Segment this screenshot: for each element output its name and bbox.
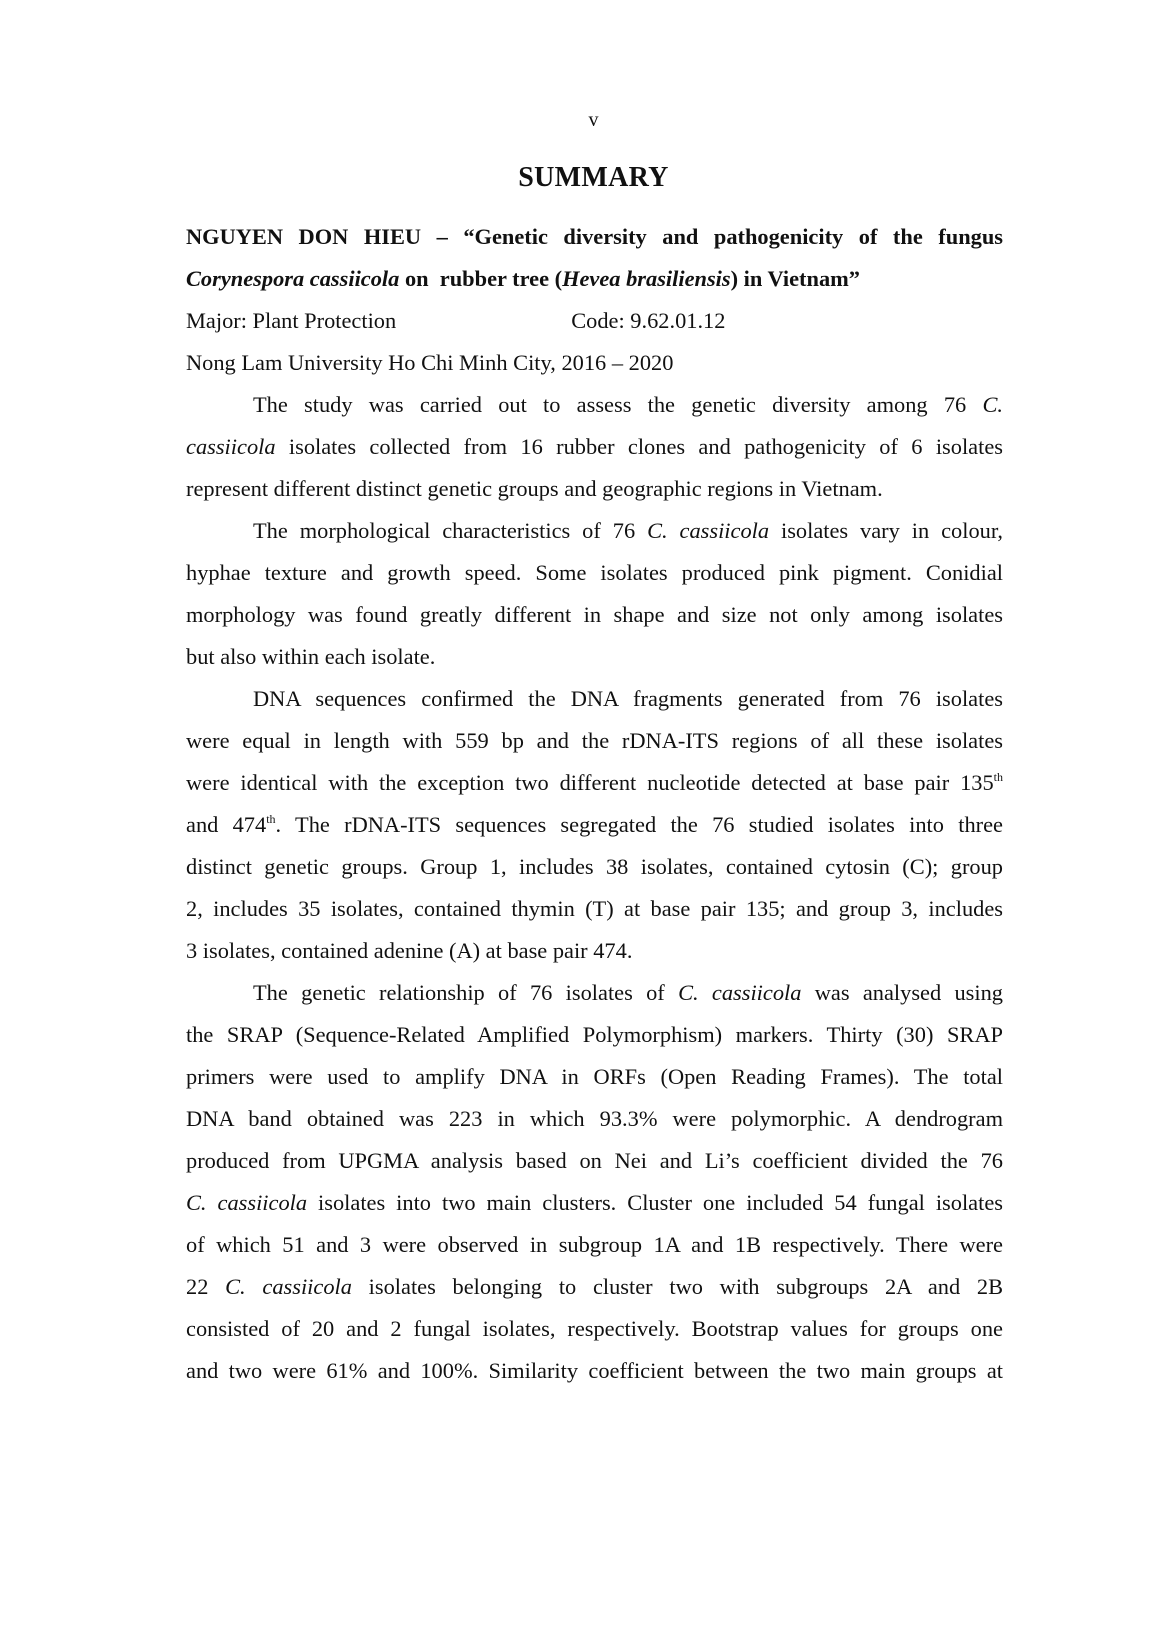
species-name: C. cassiicola xyxy=(186,1190,308,1215)
paragraph-3-line: DNA sequences confirmed the DNA fragments generated from 76 isolates xyxy=(253,686,1003,711)
paragraph-1-line xyxy=(186,426,1003,468)
paragraph-3-line: were equal in length with 559 bp and the rDNA-ITS regions of all these isolates xyxy=(186,728,1003,753)
page-title: SUMMARY xyxy=(518,162,669,193)
code: Code: 9.62.01.12 xyxy=(571,308,726,333)
thesis-title-part-1: “Genetic diversity and pathogenicity of the fungus xyxy=(463,224,1003,249)
species-name: C. cassiicola xyxy=(647,518,770,543)
paragraph-4-line: consisted of 20 and 2 fungal isolates, respectively. Bootstrap values for groups one xyxy=(186,1316,1003,1341)
species-abbrev: C. xyxy=(982,392,1003,417)
paragraph-3-line: 2, includes 35 isolates, contained thymin (T) at base pair 135; and group 3, includes xyxy=(186,896,1003,921)
dash: – xyxy=(436,224,448,249)
host-name: Hevea brasiliensis xyxy=(562,266,731,291)
text: 22 xyxy=(186,1274,226,1299)
page-number: v xyxy=(588,109,599,131)
paragraph-3-line xyxy=(186,762,1003,804)
paragraph-2-line: but also within each isolate. xyxy=(186,644,436,669)
paragraph-1-line: represent different distinct genetic groups and geographic regions in Vietnam. xyxy=(186,476,883,501)
author-title-line-2 xyxy=(186,258,1003,300)
paragraph-2-line: morphology was found greatly different in shape and size not only among isolates xyxy=(186,602,1003,627)
species-name: C. cassiicola xyxy=(678,980,802,1005)
paragraph-3-line: distinct genetic groups. Group 1, includes 38 isolates, contained cytosin (C); group xyxy=(186,854,1003,879)
text: isolates vary in colour, xyxy=(769,518,1003,543)
text: were identical with the exception two different nucleotide detected at base pair 135 xyxy=(186,770,994,795)
superscript: th xyxy=(993,770,1003,784)
text: isolates into two main clusters. Cluster one included 54 fungal isolates xyxy=(307,1190,1003,1215)
paragraph-4-line: the SRAP (Sequence-Related Amplified Polymorphism) markers. Thirty (30) SRAP xyxy=(186,1022,1003,1047)
summary-body xyxy=(186,216,1003,1392)
paragraph-4-line xyxy=(186,972,1003,1014)
institution: Nong Lam University Ho Chi Minh City, 2016 – 2020 xyxy=(186,350,674,375)
paragraph-4-line xyxy=(186,1266,1003,1308)
paragraph-4-line: DNA band obtained was 223 in which 93.3% were polymorphic. A dendrogram xyxy=(186,1106,1003,1131)
paragraph-4-line: and two were 61% and 100%. Similarity coefficient between the two main groups at xyxy=(186,1358,1003,1383)
text: The morphological characteristics of 76 xyxy=(253,518,648,543)
species-epithet: cassiicola xyxy=(186,434,276,459)
text: The study was carried out to assess the genetic diversity among 76 xyxy=(253,392,983,417)
paragraph-4-line xyxy=(186,1182,1003,1224)
text: . The rDNA-ITS sequences segregated the 76 studied isolates into three xyxy=(275,812,1003,837)
paragraph-4-line: of which 51 and 3 were observed in subgroup 1A and 1B respectively. There were xyxy=(186,1232,1003,1257)
major-code-line xyxy=(186,300,1003,342)
species-name: C. cassiicola xyxy=(225,1274,352,1299)
paragraph-4-line: primers were used to amplify DNA in ORFs (Open Reading Frames). The total xyxy=(186,1064,1003,1089)
text: The genetic relationship of 76 isolates of xyxy=(253,980,679,1005)
title-text: ) in Vietnam” xyxy=(730,266,860,291)
paragraph-3-line xyxy=(186,804,1003,846)
paragraph-1-line xyxy=(186,384,1003,426)
major: Major: Plant Protection xyxy=(186,308,397,333)
author-name: NGUYEN DON HIEU xyxy=(186,224,422,249)
text: isolates belonging to cluster two with subgroups 2A and 2B xyxy=(351,1274,1003,1299)
paragraph-2-line xyxy=(186,510,1003,552)
text: isolates collected from 16 rubber clones and pathogenicity of 6 isolates xyxy=(275,434,1003,459)
species-name: Corynespora cassiicola xyxy=(186,266,400,291)
author-title-line-1 xyxy=(186,216,1003,258)
text: and 474 xyxy=(186,812,267,837)
superscript: th xyxy=(266,812,276,826)
title-text: on rubber tree ( xyxy=(399,266,563,291)
paragraph-2-line: hyphae texture and growth speed. Some isolates produced pink pigment. Conidial xyxy=(186,560,1003,585)
text: was analysed using xyxy=(801,980,1003,1005)
paragraph-4-line: produced from UPGMA analysis based on Nei and Li’s coefficient divided the 76 xyxy=(186,1148,1003,1173)
paragraph-3-line: 3 isolates, contained adenine (A) at base pair 474. xyxy=(186,938,633,963)
